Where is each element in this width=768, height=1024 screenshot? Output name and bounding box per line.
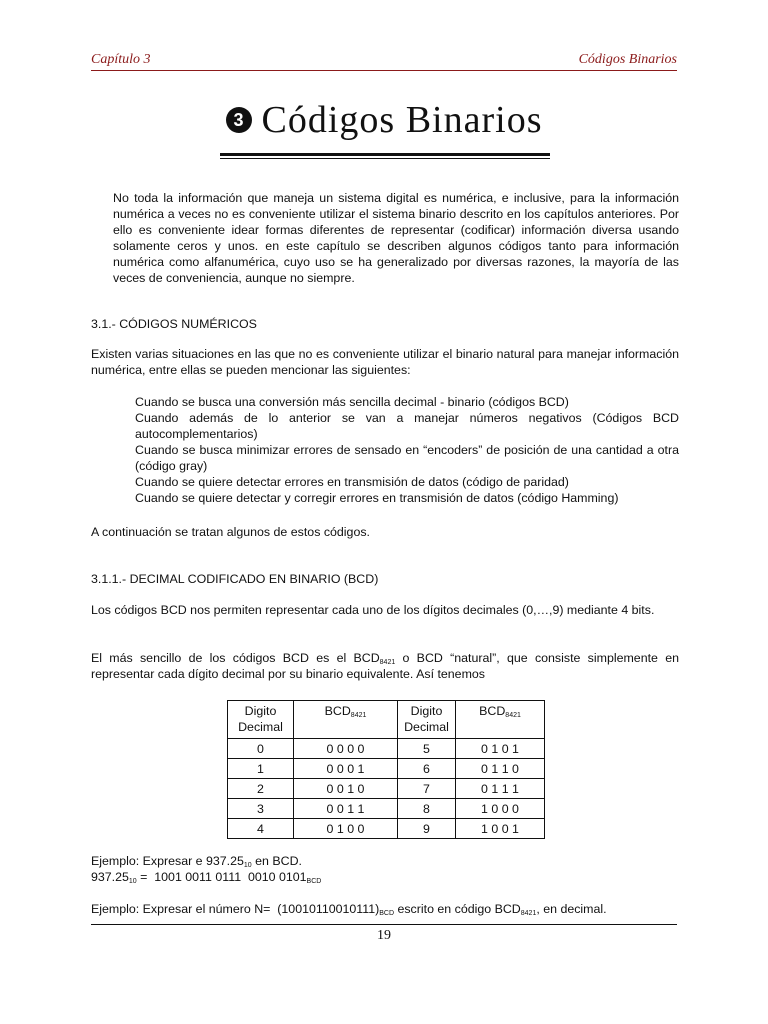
section-heading-numeric-codes: 3.1.- CÓDIGOS NUMÉRICOS [91,317,257,331]
topic-label: Códigos Binarios [578,52,677,67]
table-row: 0 0 0 0 0 5 0 1 0 1 [228,739,545,759]
page-header [91,52,677,71]
list-item: Cuando se quiere detectar y corregir errores en transmisión de datos (código Hamming) [135,491,619,505]
footer-rule [91,924,677,925]
page-title [0,98,768,142]
chapter-label: Capítulo 3 [91,52,151,67]
header-bcd: $BCD_{8421}$ [294,701,398,739]
example-2-statement: Ejemplo: Expresar el número $N= (10010110010111)_{BCD}$ escrito en código $BCD_{8421}$, en decimal. [91,902,607,917]
title-rule-thick [220,153,550,156]
table-header-row [228,701,545,739]
table-row: 4 0 1 0 0 9 1 0 0 1 [228,819,545,839]
bcd8421-table [227,700,545,839]
situations-list [135,394,679,506]
table-row: 1 0 0 0 1 6 0 1 1 0 [228,759,545,779]
list-item: Cuando se quiere detectar errores en transmisión de datos (código de paridad) [135,475,569,489]
list-item: Cuando además de lo anterior se van a manejar números negativos (Códigos BCD autocomplementarios) [135,411,679,441]
section-heading-bcd: 3.1.1.- DECIMAL CODIFICADO EN BINARIO (BCD) [91,572,379,586]
intro-paragraph: No toda la información que maneja un sistema digital es numérica, e inclusive, para la información numérica a veces no es conveniente utilizar el sistema binario descrito en los capítulos anteriores. Por ello es conveniente idear formas diferentes de representar (codificar) información diversa usando solamente ceros y unos. en este capítulo se describen algunos códigos tanto para información numérica como alfanumérica, cuyo uso se ha generalizado por diversas razones, la mayoría de las veces de conveniencia, aunque no siempre. [113,191,679,285]
header-digit-decimal: Digito Decimal [228,701,294,739]
numeric-codes-paragraph: Existen varias situaciones en las que no es conveniente utilizar el binario natural para manejar información numérica, entre ellas se pueden mencionar las siguientes: [91,347,679,377]
header-digit-decimal: Digito Decimal [398,701,456,739]
title-text: Códigos Binarios [261,99,543,141]
list-item: Cuando se busca minimizar errores de sensado en “encoders” de posición de una cantidad a otra (código gray) [135,443,679,473]
numbered-bullet-icon: 3 [226,107,252,133]
example-1-statement: Ejemplo: Expresar e $937.25_{10}$ en BCD. [91,854,302,869]
continuation-paragraph: A continuación se tratan algunos de estos códigos. [91,525,370,539]
bcd-paragraph-1: Los códigos BCD nos permiten representar cada uno de los dígitos decimales (0,…,9) mediante 4 bits. [91,603,655,617]
page-number: 19 [377,928,391,943]
list-item: Cuando se busca una conversión más sencilla decimal - binario (códigos BCD) [135,395,569,409]
header-bcd: $BCD_{8421}$ [456,701,545,739]
table-row: 3 0 0 1 1 8 1 0 0 0 [228,799,545,819]
bcd-paragraph-2: El más sencillo de los códigos BCD es el $BCD_{8421}$ o BCD “natural”, que consiste simplemente en representar cada dígito decimal por su binario equivalente. Así tenemos [91,651,679,681]
example-1-result: $937.25_{10} = 1001$ 0011 0111 0010 $0101_{BCD}$ [91,870,322,885]
title-rule-thin [220,158,550,159]
table-row: 2 0 0 1 0 7 0 1 1 1 [228,779,545,799]
